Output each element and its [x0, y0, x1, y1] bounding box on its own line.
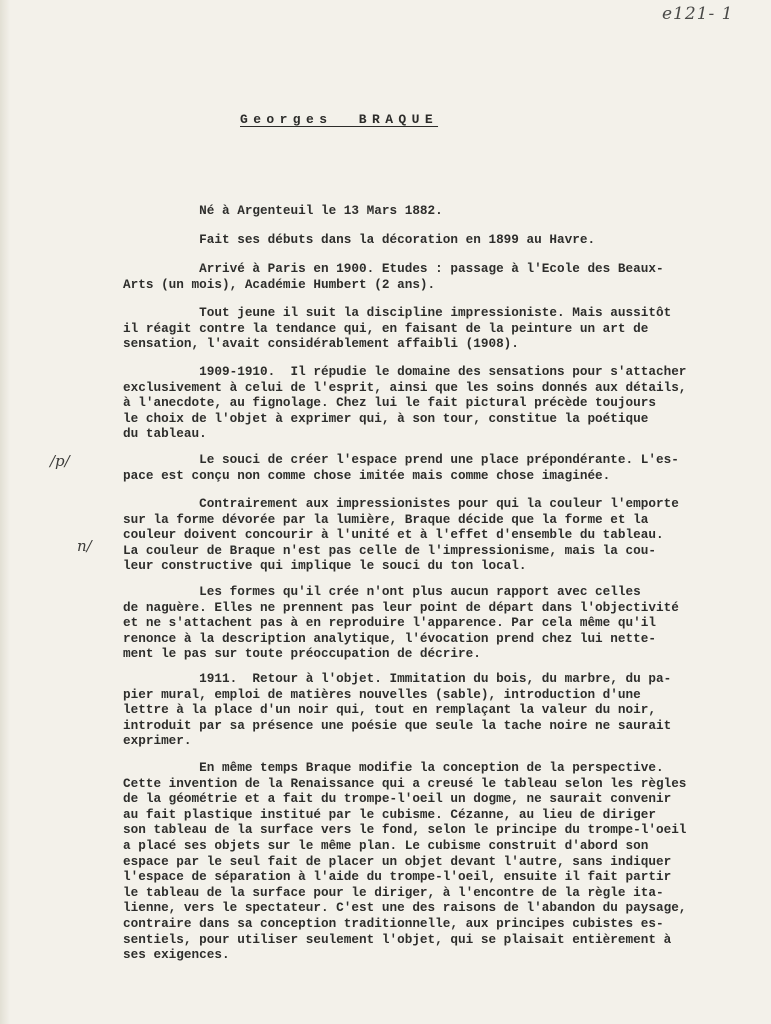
paragraph-forms: Les formes qu'il crée n'ont plus aucun rapport avec celles de naguère. Elles ne prennent pas leur point de départ dans l'objectivité et ne s'attachent pas à en reproduire l'apparence. Par cela même qu'il renonce à la description analytique, l'évocation prend chez lui nette- ment le pas sur toute préoccupation de décrire. [123, 584, 679, 662]
reference-mark: e121- 1 [662, 4, 734, 24]
paragraph-impressionism: Tout jeune il suit la discipline impressioniste. Mais aussitôt il réagit contre la tendance qui, en faisant de la peinture un art de sensation, l'avait considérablement affaibli (1908). [123, 305, 672, 352]
paragraph-debut: Fait ses débuts dans la décoration en 1899 au Havre. [123, 232, 596, 247]
margin-note-1: /p/ [50, 452, 70, 470]
paragraph-1911: 1911. Retour à l'objet. Immitation du bois, du marbre, du pa- pier mural, emploi de matières nouvelles (sable), introduction d'une lettre à la place d'un noir qui, tout en remplaçant la valeur du noir, introduit par sa présence une poésie que seule la tache noire ne saurait exprimer. [123, 671, 672, 749]
margin-note-2: n/ [77, 537, 92, 555]
paragraph-paris: Arrivé à Paris en 1900. Etudes : passage à l'Ecole des Beaux- Arts (un mois), Académie Humbert (2 ans). [123, 261, 664, 292]
paragraph-color: Contrairement aux impressionistes pour qui la couleur l'emporte sur la forme dévorée par la lumière, Braque décide que la forme et la couleur doivent concourir à l'unité et à l'effet d'ensemble du tableau. La couleur de Braque n'est pas celle de l'impressionisme, mais la cou- leur constructive qui implique le souci du ton local. [123, 496, 679, 574]
document-title: Georges BRAQUE [240, 112, 439, 127]
paragraph-space: Le souci de créer l'espace prend une place prépondérante. L'es- pace est conçu non comme chose imitée mais comme chose imaginée. [123, 452, 679, 483]
paragraph-birth: Né à Argenteuil le 13 Mars 1882. [123, 203, 443, 218]
paragraph-perspective: En même temps Braque modifie la conception de la perspective. Cette invention de la Renaissance qui a creusé le tableau selon les règles de la géométrie et a fait du trompe-l'oeil un dogme, ne saurait convenir au fait plastique institué par le cubisme. Cézanne, au lieu de diriger son tableau de la surface vers le fond, selon le principe du trompe-l'oeil a placé ses objets sur le même plan. Le cubisme construit d'abord son espace par le seul fait de placer un objet devant l'autre, sans indiquer l'espace de séparation à l'aide du trompe-l'oeil, ensuite il fait partir le tableau de la surface pour le diriger, à l'encontre de la règle ita- lienne, vers le spectateur. C'est une des raisons de l'abandon du paysage, contraire dans sa conception traditionnelle, aux principes cubistes es- sentiels, pour utiliser seulement l'objet, qui se plaisait entièrement à ses exigences. [123, 760, 687, 963]
paragraph-1909-1910: 1909-1910. Il répudie le domaine des sensations pour s'attacher exclusivement à celui de l'esprit, ainsi que les soins donnés aux détails, à l'anecdote, au fignolage. Chez lui le fait pictural précède toujours le choix de l'objet à exprimer qui, à son tour, constitue la poétique du tableau. [123, 364, 687, 442]
